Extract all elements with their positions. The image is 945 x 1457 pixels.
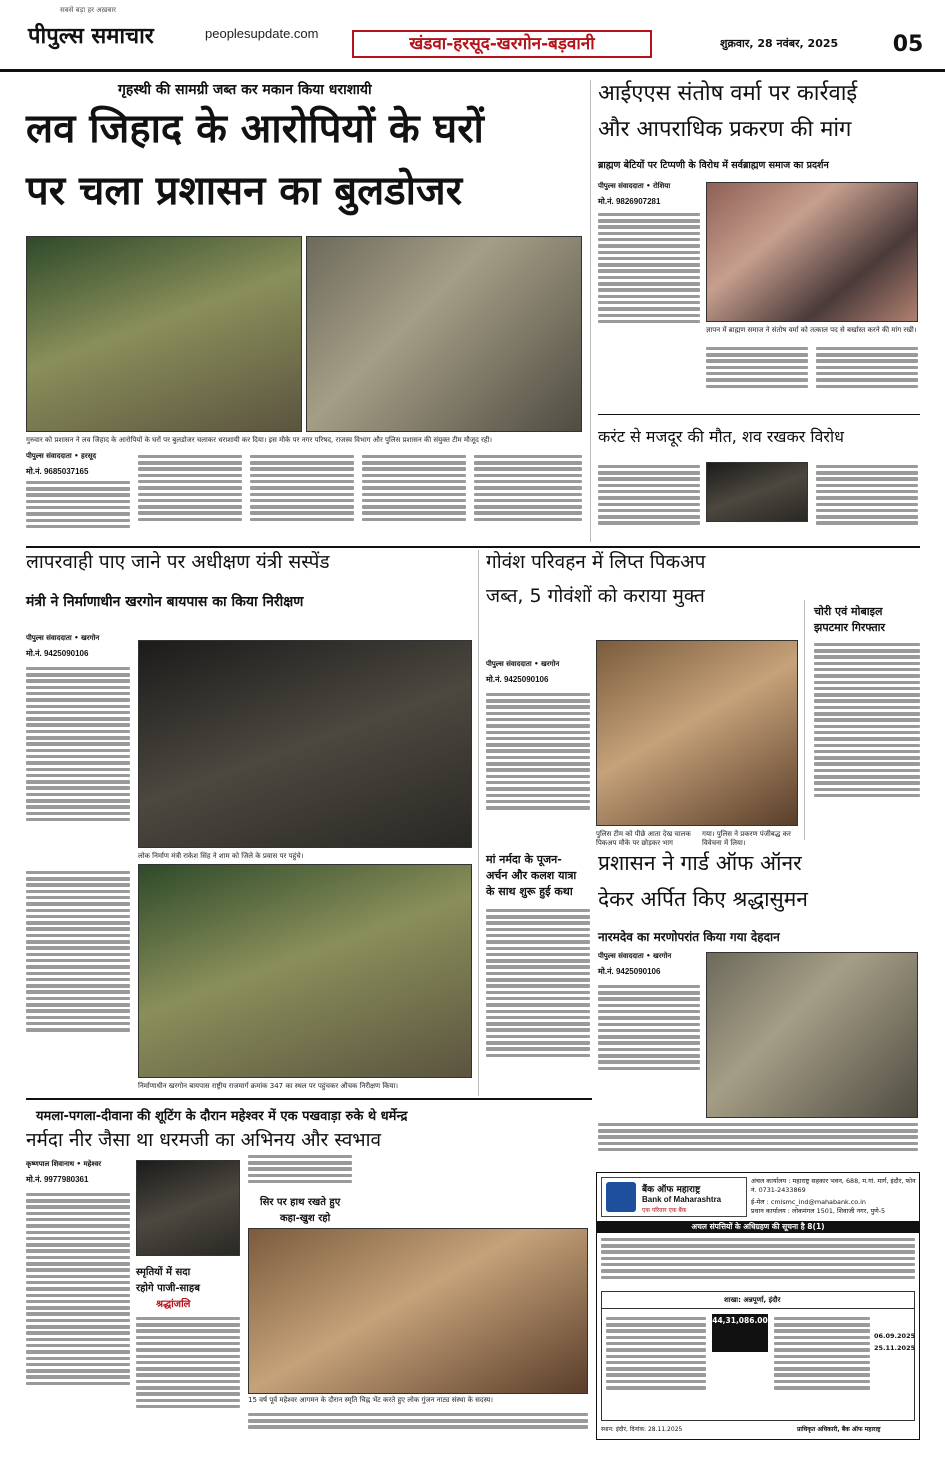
masthead: [0, 0, 945, 72]
guard-headline-line-1: प्रशासन ने गार्ड ऑफ ऑनर: [598, 851, 802, 875]
guard-headline-line-2: देकर अर्पित किए श्रद्धासुमन: [598, 887, 808, 911]
lead-body-col-5: [474, 452, 582, 540]
outstanding-amount: 44,31,086.00: [712, 1314, 768, 1352]
section-rule: [26, 1098, 592, 1100]
lead-headline-line-2: पर चला प्रशासन का बुलडोजर: [26, 168, 463, 214]
column-divider: [478, 550, 479, 1096]
theft-body: [814, 640, 920, 840]
narmada-headline-line-3: के साथ शुरू हुई कथा: [486, 885, 573, 898]
dharmendra-body-tail: [248, 1410, 588, 1438]
bank-notice-title: अचल संपत्तियों के अधिग्रहण की सूचना है 8(1): [597, 1221, 919, 1233]
bank-logo: [601, 1177, 747, 1217]
guard-kicker: नारमदेव का मरणोपरांत किया गया देहदान: [598, 930, 780, 944]
ias-byline: पीपुल्स संवाददाता • रोशिया: [598, 182, 671, 190]
issue-date: शुक्रवार, 28 नवंबर, 2025: [720, 37, 839, 50]
website-link[interactable]: peoplesupdate.com: [205, 26, 319, 41]
ias-headline-line-2: और आपराधिक प्रकरण की मांग: [598, 117, 852, 142]
current-body-col-2: [816, 462, 918, 540]
property-details: [774, 1314, 870, 1414]
column-divider: [590, 80, 591, 542]
cattle-body-col-1: [486, 690, 590, 840]
bank-notice: [596, 1172, 920, 1440]
ias-mobile: मो.नं. 9826907281: [598, 197, 661, 206]
dharmendra-subhead-2: कहा-खुश रहो: [280, 1213, 331, 1224]
narmada-headline-line-1: मां नर्मदा के पूजन-: [486, 853, 562, 866]
bank-email[interactable]: ई-मेल : cmlsmc_ind@mahabank.co.in: [751, 1198, 866, 1206]
bank-place-date: स्थान: इंदौर, दिनांक: 28.11.2025: [601, 1426, 683, 1433]
theft-headline-line-1: चोरी एवं मोबाइल: [814, 605, 883, 618]
dharmendra-group-photo: [248, 1228, 588, 1394]
engineer-photo-caption-1: लोक निर्माण मंत्री राकेश सिंह ने शाम को जिले के प्रवास पर पहुंचे।: [138, 852, 304, 860]
table-rule: [602, 1308, 914, 1309]
current-headline: करंट से मजदूर की मौत, शव रखकर विरोध: [598, 427, 844, 446]
bank-branch: शाखा: अन्नपूर्णा, इंदौर: [724, 1296, 781, 1304]
possession-date: 25.11.2025: [874, 1344, 916, 1352]
demand-notice-date: 06.09.2025: [874, 1332, 916, 1340]
demolition-crowd-photo: [306, 236, 582, 432]
bank-emblem-icon: [606, 1182, 636, 1212]
dharmendra-body-col-1: [26, 1190, 130, 1436]
lead-body-col-4: [362, 452, 466, 540]
dharmendra-pull-quote-1: स्मृतियों में सदा: [136, 1267, 191, 1278]
bank-notice-text: [601, 1235, 915, 1287]
lead-body-col-2: [138, 452, 242, 540]
engineer-body-col-1: [26, 664, 130, 860]
engineer-kicker: मंत्री ने निर्माणाधीन खरगोन बायपास का किया निरीक्षण: [26, 594, 304, 610]
dharmendra-kicker: यमला-पगला-दीवाना की शूटिंग के दौरान महेश्वर में एक पखवाड़ा रुके थे धर्मेन्द्र: [36, 1109, 408, 1124]
dharmendra-byline: कृष्णपाल शिवानाथ • महेश्वर: [26, 1160, 102, 1168]
dharmendra-photo-caption: 15 वर्ष पूर्व महेश्वर आगमन के दौरान स्मृति चिह्न भेंट करते हुए लोक गुंजन नाट्य संस्था के सदस्य।: [248, 1396, 494, 1404]
lead-photo-caption: गुरुवार को प्रशासन ने लव जिहाद के आरोपियों के घरों पर बुलडोजर चलाकर धराशायी कर दिया। इस मौके पर नगर परिषद, राजस्व विभाग और पुलिस प्रशासन की संयुक्त टीम मौजूद रही।: [26, 436, 493, 444]
guard-mobile: मो.नं. 9425090106: [598, 967, 661, 976]
logo-tagline: सबसे बड़ा हर अख़बार: [60, 6, 117, 14]
ias-headline-line-1: आईएएस संतोष वर्मा पर कार्रवाई: [598, 81, 858, 106]
lead-headline-line-1: लव जिहाद के आरोपियों के घरों: [26, 106, 484, 152]
theft-headline-line-2: झपटमार गिरफ्तार: [814, 621, 885, 634]
engineer-photo-caption-2: निर्माणाधीन खरगोन बायपास राष्ट्रीय राजमार्ग क्रमांक 347 का स्थल पर पहुंचकर औचक निरीक्षण किया।: [138, 1082, 399, 1090]
engineer-body-col-2: [26, 868, 130, 1078]
ias-body-col-2: [706, 344, 808, 404]
dharmendra-pull-quote-3: श्रद्धांजलि: [156, 1299, 191, 1310]
ias-kicker: ब्राह्मण बेटियों पर टिप्पणी के विरोध में सर्वब्राह्मण समाज का प्रदर्शन: [598, 160, 829, 171]
guard-body-col-1: [598, 982, 700, 1092]
dharmendra-mobile: मो.नं. 9977980361: [26, 1175, 89, 1184]
page-number: 05: [888, 28, 928, 62]
ias-body-col-1: [598, 210, 700, 350]
bank-tagline: एक परिवार एक बैंक: [642, 1207, 687, 1214]
rescued-cattle-photo: [596, 640, 798, 826]
dharmendra-body-col-2: [136, 1314, 240, 1436]
cattle-byline: पीपुल्स संवाददाता • खरगोन: [486, 660, 560, 668]
guard-body-col-2: [598, 1120, 918, 1164]
brahmin-protest-photo: [706, 182, 918, 322]
bank-head-office: प्रधान कार्यालय : लोकमंगल 1501, शिवाजी नगर, पुणे-5: [751, 1207, 886, 1215]
lead-body-col-1: [26, 478, 130, 538]
narmada-headline-line-2: अर्चन और कलश यात्रा: [486, 869, 577, 882]
dharmendra-headline: नर्मदा नीर जैसा था धरमजी का अभिनय और स्वभाव: [26, 1129, 382, 1151]
bulldozer-photo: [26, 236, 302, 432]
lead-kicker: गृहस्थी की सामग्री जब्त कर मकान किया धराशायी: [118, 82, 372, 98]
dharmendra-portrait-photo: [136, 1160, 240, 1256]
bank-name-hindi: बैंक ऑफ महाराष्ट्र: [642, 1185, 701, 1195]
current-protest-photo: [706, 462, 808, 522]
newspaper-logo: पीपुल्स समाचार: [28, 24, 154, 49]
section-rule: [26, 546, 920, 548]
minister-inspection-photo: [138, 640, 472, 848]
guard-of-honour-photo: [706, 952, 918, 1118]
engineer-byline: पीपुल्स संवाददाता • खरगोन: [26, 634, 100, 642]
bypass-inspection-photo: [138, 864, 472, 1078]
dharmendra-body-col-3: [248, 1152, 352, 1192]
bank-name-english: Bank of Maharashtra: [642, 1195, 722, 1204]
lead-byline: पीपुल्स संवाददाता • हरसूद: [26, 452, 97, 460]
cattle-caption-2: गया। पुलिस ने प्रकरण पंजीबद्ध कर विवेचना में लिया।: [702, 830, 791, 848]
ias-photo-caption: ज्ञापन में ब्राह्मण समाज ने संतोष वर्मा को तत्काल पद से बर्खास्त करने की मांग रखी।: [706, 326, 917, 334]
cattle-headline-line-1: गोवंश परिवहन में लिप्त पिकअप: [486, 551, 706, 573]
lead-mobile: मो.नं. 9685037165: [26, 467, 89, 476]
guard-byline: पीपुल्स संवाददाता • खरगोन: [598, 952, 672, 960]
section-rule: [598, 414, 920, 415]
edition-banner: खंडवा-हरसूद-खरगोन-बड़वानी: [352, 30, 652, 58]
column-divider: [804, 600, 805, 840]
engineer-mobile: मो.नं. 9425090106: [26, 649, 89, 658]
bank-notice-table: [601, 1291, 915, 1421]
ias-body-col-3: [816, 344, 918, 404]
narmada-body: [486, 906, 590, 1096]
cattle-mobile: मो.नं. 9425090106: [486, 675, 549, 684]
cattle-headline-line-2: जब्त, 5 गोवंशों को कराया मुक्त: [486, 585, 705, 607]
lead-body-col-3: [250, 452, 354, 540]
engineer-headline: लापरवाही पाए जाने पर अधीक्षण यंत्री सस्पेंड: [26, 551, 330, 573]
dharmendra-subhead-1: सिर पर हाथ रखते हुए: [260, 1197, 341, 1208]
bank-authorized-officer: प्राधिकृत अधिकारी, बैंक ऑफ महाराष्ट्र: [797, 1426, 881, 1433]
dharmendra-pull-quote-2: रहोगे पाजी-साहब: [136, 1283, 200, 1294]
cattle-caption-1: पुलिस टीम को पीछे आता देख चालक पिकअप मौके पर छोड़कर भाग: [596, 830, 691, 848]
bank-office-address: अंचल कार्यालय : महाराष्ट्र सहकार भवन, 688, म.गां. मार्ग, इंदौर, फोन नं. 0731-2433869: [751, 1177, 916, 1195]
borrower-details: [606, 1314, 706, 1414]
current-body-col-1: [598, 462, 700, 540]
